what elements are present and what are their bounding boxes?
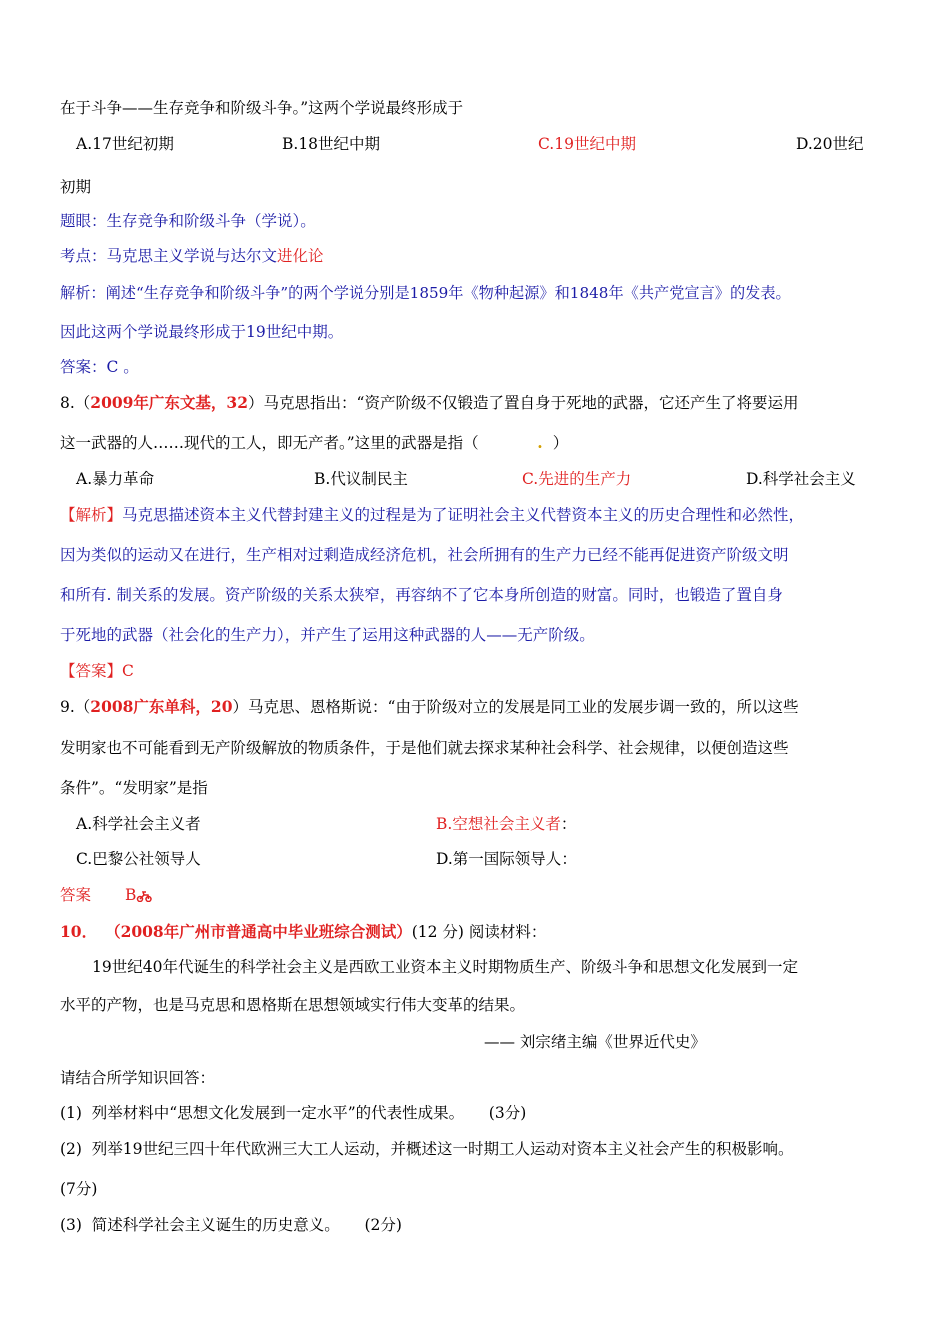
q7-option-a: A.17世纪初期 [76, 135, 174, 153]
q10-material-line2: 水平的产物，也是马克思和恩格斯在思想领域实行伟大变革的结果。 [60, 996, 526, 1014]
q9-source: 2008广东单科，20 [90, 697, 233, 716]
q7-option-d-tail: 初期 [60, 178, 92, 196]
q8-answer-tag: 【答案】 [60, 662, 123, 680]
q9-option-d-mark: ： [561, 850, 577, 868]
q8-answer [60, 661, 134, 681]
q8-option-d: D.科学社会主义 [746, 470, 856, 488]
q8-jiexi-text1: 马克思描述资本主义代替封建主义的过程是为了证明社会主义代替资本主义的历史合理性和必然性， [122, 506, 805, 524]
q7-option-b: B.18世纪中期 [282, 135, 381, 153]
q7-stem-end: 在于斗争——生存竞争和阶级斗争。”这两个学说最终形成于 [60, 99, 464, 117]
q9-answer-label: 答案 [60, 886, 92, 904]
q8-option-a: A.暴力革命 [76, 470, 155, 488]
q9-option-b [436, 814, 576, 834]
q9-option-c: C.巴黎公社领导人 [76, 850, 201, 868]
q8-stem-close: ） [552, 434, 569, 452]
q10-subquestion-3: (3) 简述科学社会主义诞生的历史意义。 (2分) [60, 1216, 402, 1234]
q8-stem-line2 [60, 433, 568, 453]
q10-subquestion-2-points: (7分) [60, 1180, 98, 1198]
q7-jiexi-line1: 解析：阐述“生存竞争和阶级斗争”的两个学说分别是1859年《物种起源》和1848年《共产党宣言》的发表。 [60, 284, 791, 302]
q10-number: 10． [60, 922, 98, 941]
q9-option-b-text: B.空想社会主义者 [436, 815, 561, 833]
q9-stem-text1: ）马克思、恩格斯说：“由于阶级对立的发展是同工业的发展步调一致的，所以这些 [232, 698, 799, 716]
q9-answer [60, 885, 152, 905]
q10-header [60, 922, 546, 942]
q8-stem-line1 [60, 393, 798, 413]
q10-subquestion-2: (2) 列举19世纪三四十年代欧洲三大工人运动，并概述这一时期工人运动对资本主义社会产生的积极影响。 [60, 1140, 794, 1158]
q9-stem-line3: 条件”。“发明家”是指 [60, 779, 208, 797]
q8-answer-value: C [122, 662, 134, 680]
q10-subquestion-1: (1) 列举材料中“思想文化发展到一定水平”的代表性成果。 (3分) [60, 1104, 527, 1122]
q7-answer: 答案：C 。 [60, 358, 139, 376]
q9-option-d [436, 849, 577, 869]
q8-source: 2009年广东文基，32 [90, 393, 249, 412]
q9-stem-line1 [60, 697, 798, 717]
q7-jiexi-line2: 因此这两个学说最终形成于19世纪中期。 [60, 323, 344, 341]
q8-jiexi-line2: 因为类似的运动又在进行，生产相对过剩造成经济危机，社会所拥有的生产力已经不能再促进资产阶级文明 [60, 546, 789, 564]
q9-answer-value: B [125, 886, 137, 904]
q8-jiexi-line1 [60, 505, 804, 525]
q8-jiexi-tag: 【解析】 [60, 506, 123, 524]
q9-option-a: A.科学社会主义者 [76, 815, 201, 833]
q9-stem-line2: 发明家也不可能看到无产阶级解放的物质条件，于是他们就去探求某种社会科学、社会规律，以便创造这些 [60, 739, 789, 757]
q10-material-line1: 19世纪40年代诞生的科学社会主义是西欧工业资本主义时期物质生产、阶级斗争和思想文化发展到一定 [92, 958, 798, 976]
q10-source: （2008年广州市普通高中毕业班综合测试） [105, 922, 412, 941]
q7-kaodian [60, 246, 324, 266]
q9-option-b-mark: ： [560, 815, 577, 833]
q8-stem-text2: 这一武器的人……现代的工人，即无产者。”这里的武器是指（ [60, 434, 479, 452]
q8-jiexi-line4: 于死地的武器（社会化的生产力），并产生了运用这种武器的人——无产阶级。 [60, 626, 595, 644]
q8-number: 8.（ [60, 394, 91, 412]
q10-points: (12 分) 阅读材料： [411, 923, 547, 941]
q7-option-d: D.20世纪 [796, 135, 864, 153]
q8-stem-text1: ）马克思指出：“资产阶级不仅锻造了置自身于死地的武器，它还产生了将要运用 [248, 394, 799, 412]
q8-jiexi-line3: 和所有. 制关系的发展。资产阶级的关系太狭窄，再容纳不了它本身所创造的财富。同时，也锻造了置自身 [60, 586, 783, 604]
q7-tiyan: 题眼：生存竞争和阶级斗争（学说）。 [60, 212, 316, 230]
q8-option-c: C.先进的生产力 [522, 470, 632, 488]
q10-prompt: 请结合所学知识回答： [60, 1069, 216, 1087]
q9-number: 9.（ [60, 698, 91, 716]
q7-kaodian-text: 考点：马克思主义学说与达尔文 [60, 247, 278, 265]
q9-option-d-text: D.第一国际领导人 [436, 850, 562, 868]
q7-option-c: C.19世纪中期 [538, 135, 636, 153]
q8-option-b: B.代议制民主 [314, 470, 408, 488]
scooter-icon [136, 890, 152, 902]
q10-citation: —— 刘宗绪主编《世界近代史》 [484, 1033, 706, 1051]
q8-blank-dot: . [537, 433, 543, 452]
q7-kaodian-highlight: 进化论 [277, 247, 324, 265]
